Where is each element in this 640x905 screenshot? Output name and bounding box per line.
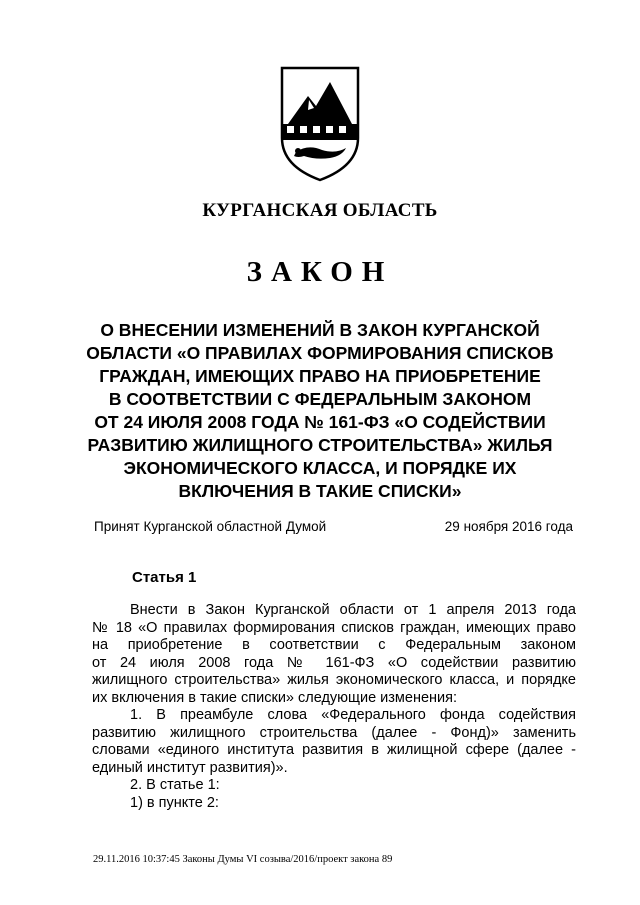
article-heading: Статья 1 (132, 569, 197, 586)
body-line: единый институт развития)». (92, 759, 288, 776)
title-line: ГРАЖДАН, ИМЕЮЩИХ ПРАВО НА ПРИОБРЕТЕНИЕ (99, 366, 541, 386)
title-line: ОТ 24 ИЮЛЯ 2008 ГОДА № 161-ФЗ «О СОДЕЙСТВИИ (94, 412, 546, 432)
article-body (92, 602, 576, 812)
region-heading: КУРГАНСКАЯ ОБЛАСТЬ (202, 200, 438, 221)
body-line: на приобретение в соответствии с Федеральным законом (92, 637, 576, 653)
body-line: 1) в пункте 2: (130, 794, 219, 811)
body-line: их включения в такие списки» следующие изменения: (92, 689, 458, 706)
title-line: РАЗВИТИЮ ЖИЛИЩНОГО СТРОИТЕЛЬСТВА» ЖИЛЬЯ (87, 435, 553, 455)
adoption-statement: Принят Курганской областной Думой (94, 519, 327, 534)
body-line: от 24 июля 2008 года № 161-ФЗ «О содействии развитию (92, 654, 576, 671)
document-type-heading: ЗАКОН (246, 256, 394, 288)
title-line: ЭКОНОМИЧЕСКОГО КЛАССА, И ПОРЯДКЕ ИХ (123, 458, 517, 478)
title-line: ВКЛЮЧЕНИЯ В ТАКИЕ СПИСКИ» (178, 481, 462, 501)
title-line: В СООТВЕТСТВИИ С ФЕДЕРАЛЬНЫМ ЗАКОНОМ (108, 389, 532, 409)
body-line: жилищного строительства» жилья экономического класса, и порядке (92, 672, 576, 688)
title-line: О ВНЕСЕНИИ ИЗМЕНЕНИЙ В ЗАКОН КУРГАНСКОЙ (100, 320, 540, 340)
title-line: ОБЛАСТИ «О ПРАВИЛАХ ФОРМИРОВАНИЯ СПИСКОВ (86, 343, 554, 363)
body-line: 2. В статье 1: (130, 777, 220, 793)
law-title (70, 319, 570, 503)
body-line: 1. В преамбуле слова «Федерального фонда содействия (130, 707, 576, 723)
body-line: развитию жилищного строительства (далее - Фонд)» заменить (92, 724, 576, 741)
body-line: словами «единого института развития в жилищной сфере (далее - (92, 742, 576, 758)
adoption-date: 29 ноября 2016 года (444, 519, 573, 534)
body-line: № 18 «О правилах формирования списков граждан, имеющих право (92, 619, 576, 636)
document-footer: 29.11.2016 10:37:45 Законы Думы VI созыва/2016/проект закона 89 (93, 854, 393, 865)
body-line: Внести в Закон Курганской области от 1 апреля 2013 года (130, 602, 576, 618)
coat-of-arms-emblem (278, 66, 362, 182)
